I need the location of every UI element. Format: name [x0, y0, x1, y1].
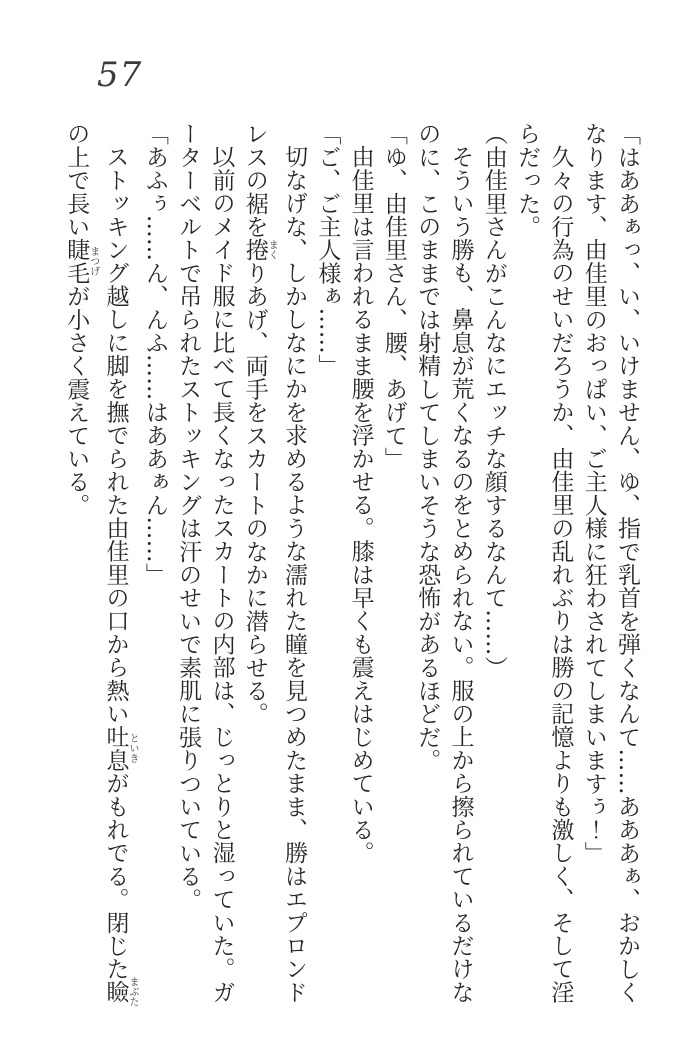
text-column: そういう勝も、鼻息が荒くなるのをとめられない。服の上から擦られているだけな	[447, 145, 474, 1004]
text-column: のに、このままでは射精してしまいそうな恐怖があるほどだ。	[414, 122, 441, 772]
text-column: ストッキング越しに脚を撫でられた由佳里の口から熱い吐息といきがもれでる。閉じた瞼まぶた	[102, 145, 139, 1007]
text-block	[59, 122, 643, 1012]
furigana: まく	[266, 238, 278, 262]
furigana: まつげ	[87, 238, 99, 285]
text-column: 以前のメイド服に比べて長くなったスカートの内部は、じっとりと湿っていた。ガ	[208, 145, 235, 1004]
ruby-annotated-word: 吐息といき	[102, 725, 139, 772]
text-column: 「ご、ご主人様ぁ……」	[314, 122, 341, 378]
ruby-annotated-word: 捲まく	[241, 238, 278, 262]
page-number: 57	[97, 55, 143, 95]
text-column: 切なげな、しかしなにかを求めるような濡れた瞳を見つめたまま、勝はエプロンド	[281, 145, 308, 1004]
text-column: 「あふぅ……ん、んふ……はああぁん……」	[141, 122, 168, 586]
text-column: レスの裾を捲まくりあげ、両手をスカートのなかに潜らせる。	[241, 122, 278, 726]
text-column: ーターベルトで吊られたストッキングは汗のせいで素肌に張りついている。	[175, 122, 202, 911]
text-column: 「ゆ、由佳里さん、腰、あげて」	[380, 122, 407, 470]
text-column: の上で長い睫毛まつげが小さく震えている。	[63, 122, 99, 517]
furigana: まぶた	[127, 976, 139, 1007]
text-column: 「はああぁっ、い、いけません、ゆ、指で乳首を弾くなんて……あああぁ、おかしく	[614, 122, 640, 1004]
text-column: 久々の行為のせいだろうか、由佳里の乱れぶりは勝の記憶よりも激しく、そして淫	[547, 145, 574, 1004]
text-column: （由佳里さんがこんなにエッチな顔するなんて……）	[480, 122, 507, 679]
text-column: らだった。	[514, 122, 541, 238]
furigana: といき	[127, 725, 139, 772]
text-column: 由佳里は言われるまま腰を浮かせる。膝は早くも震えはじめている。	[347, 145, 374, 865]
ruby-annotated-word: 瞼まぶた	[102, 976, 139, 1007]
ruby-annotated-word: 睫毛まつげ	[63, 238, 99, 285]
text-column: なります、由佳里のおっぱい、ご主人様に狂わされてしまいますぅ！」	[580, 122, 607, 865]
